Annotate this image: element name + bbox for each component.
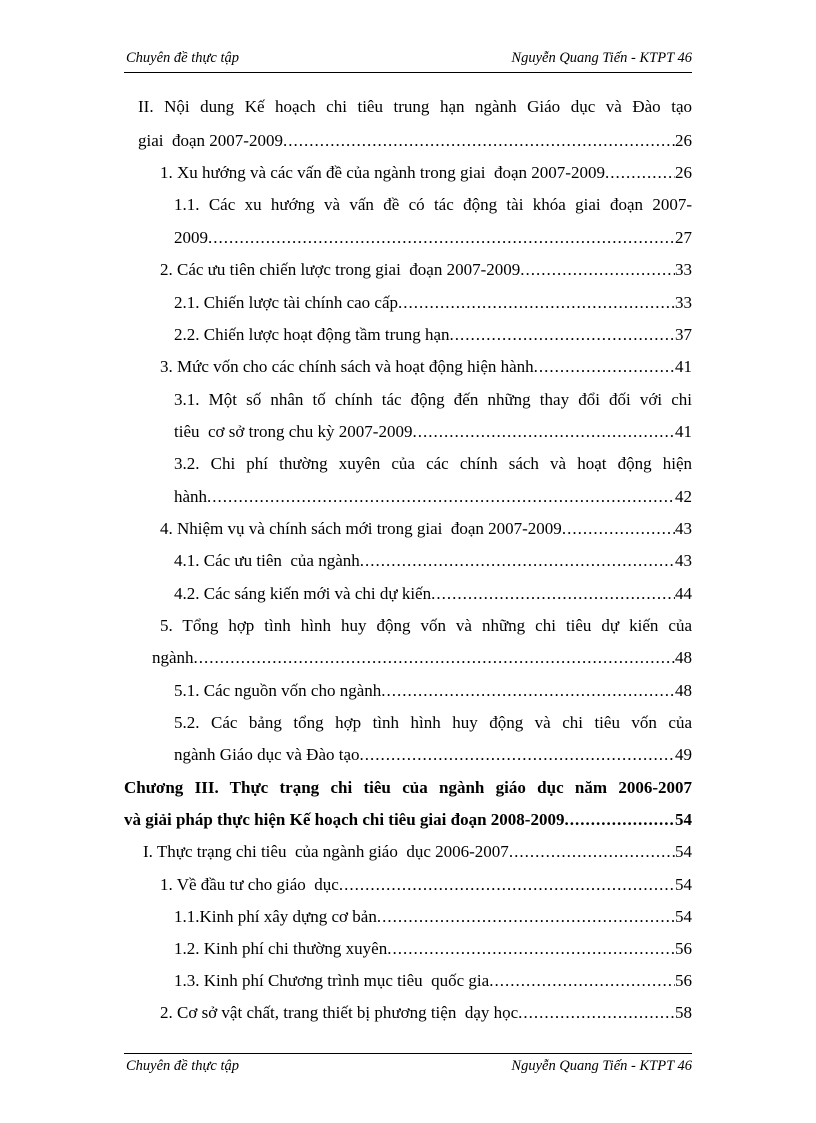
- toc-entry-text: ngành Giáo dục và Đào tạo: [174, 745, 360, 764]
- toc-entry-ii: [138, 126, 692, 156]
- toc-page-number: 48: [675, 681, 692, 700]
- toc-entry-text: 2. Cơ sở vật chất, trang thiết bị phương tiện dạy học: [160, 1003, 519, 1022]
- footer-rule: [124, 1053, 692, 1054]
- toc-page-number: 54: [675, 810, 692, 829]
- footer-author: Nguyễn Quang Tiến - KTPT 46: [511, 1058, 692, 1074]
- toc-page-number: 48: [675, 648, 692, 667]
- toc-entry-text: 4.2. Các sáng kiến mới và chi dự kiến: [174, 584, 432, 603]
- toc-entry-3-2-line1: 3.2. Chi phí thường xuyên của các chính sách và hoạt động hiện: [174, 454, 692, 473]
- toc-page-number: 41: [675, 357, 692, 376]
- toc-chapter-iii: [124, 805, 692, 835]
- toc-entry-text: và giải pháp thực hiện Kế hoạch chi tiêu giai đoạn 2008-2009: [124, 810, 565, 829]
- toc-entry-text: 4.1. Các ưu tiên của ngành: [174, 551, 360, 570]
- toc-entry-1-1: [174, 223, 692, 253]
- toc-entry-text: 1.3. Kinh phí Chương trình mục tiêu quốc gia: [174, 971, 490, 990]
- toc-entry-4-2: [174, 579, 692, 609]
- toc-page-number: 26: [675, 163, 692, 182]
- toc-entry-1-1-line1: 1.1. Các xu hướng và vấn đề có tác động tài khóa giai đoạn 2007-: [174, 195, 692, 214]
- toc-page-number: 42: [675, 487, 692, 506]
- toc-entry-5-2: [174, 740, 692, 770]
- toc-entry-i: [143, 837, 692, 867]
- toc-page-number: 54: [675, 907, 692, 926]
- toc-page-number: 41: [675, 422, 692, 441]
- page-header: [124, 50, 692, 70]
- toc-entry-3-1-line1: 3.1. Một số nhân tố chính tác động đến những thay đổi đối với chi: [174, 390, 692, 409]
- toc-entry-text: 3. Mức vốn cho các chính sách và hoạt động hiện hành: [160, 357, 534, 376]
- toc-chapter-iii-line1: Chương III. Thực trạng chi tiêu của ngành giáo dục năm 2006-2007: [124, 778, 692, 797]
- toc-entry-text: tiêu cơ sở trong chu kỳ 2007-2009: [174, 422, 413, 441]
- header-author: Nguyễn Quang Tiến - KTPT 46: [511, 50, 692, 66]
- toc-page-number: 27: [675, 228, 692, 247]
- toc-page-number: 54: [675, 875, 692, 894]
- header-rule: [124, 72, 692, 73]
- toc-page-number: 43: [675, 551, 692, 570]
- toc-entry-2-1: [174, 288, 692, 318]
- toc-entry-text: 2. Các ưu tiên chiến lược trong giai đoạn 2007-2009: [160, 260, 521, 279]
- footer-doc-title: Chuyên đề thực tập: [126, 1058, 240, 1074]
- toc-entry-3-1: [174, 417, 692, 447]
- toc-entry-i-1-3: [174, 966, 692, 996]
- toc-entry-text: 2.1. Chiến lược tài chính cao cấp: [174, 293, 399, 312]
- toc-page-number: 56: [675, 939, 692, 958]
- toc-entry-text: 1. Về đầu tư cho giáo dục: [160, 875, 339, 894]
- toc-page-number: 56: [675, 971, 692, 990]
- toc-page-number: 44: [675, 584, 692, 603]
- page-footer: [124, 1058, 692, 1078]
- toc-page-number: 33: [675, 260, 692, 279]
- toc-entry-5-2-line1: 5.2. Các bảng tổng hợp tình hình huy động và chi tiêu vốn của: [174, 713, 692, 732]
- toc-entry-text: 1.1.Kinh phí xây dựng cơ bản: [174, 907, 377, 926]
- toc-entry-5-line1: 5. Tổng hợp tình hình huy động vốn và những chi tiêu dự kiến của: [160, 616, 692, 635]
- toc-entry-i-1: [160, 870, 692, 900]
- toc-entry-text: I. Thực trạng chi tiêu của ngành giáo dục 2006-2007: [143, 842, 509, 861]
- toc-entry-text: giai đoạn 2007-2009: [138, 131, 283, 150]
- toc-entry-5-1: [174, 676, 692, 706]
- toc-entry-4-1: [174, 546, 692, 576]
- toc-page-number: 43: [675, 519, 692, 538]
- toc-entry-3-2: [174, 482, 692, 512]
- toc-entry-i-1-1: [174, 902, 692, 932]
- toc-entry-5: [152, 643, 692, 673]
- toc-entry-text: 2009: [174, 228, 208, 247]
- toc-entry-i-1-2: [174, 934, 692, 964]
- toc-entry-text: ngành: [152, 648, 194, 667]
- toc-entry-text: hành: [174, 487, 208, 506]
- toc-entry-2-2: [174, 320, 692, 350]
- header-doc-title: Chuyên đề thực tập: [126, 50, 240, 66]
- toc-entry-text: 2.2. Chiến lược hoạt động tầm trung hạn: [174, 325, 450, 344]
- toc-entry-text: 5.1. Các nguồn vốn cho ngành: [174, 681, 382, 700]
- toc-page-number: 37: [675, 325, 692, 344]
- toc-entry-1: [160, 158, 692, 188]
- toc-entry-ii-line1: II. Nội dung Kế hoạch chi tiêu trung hạn ngành Giáo dục và Đào tạo: [138, 97, 692, 116]
- toc-entry-3: [160, 352, 692, 382]
- toc-entry-text: 4. Nhiệm vụ và chính sách mới trong giai đoạn 2007-2009: [160, 519, 562, 538]
- toc-entry-i-2: [160, 998, 692, 1028]
- toc-page-number: 49: [675, 745, 692, 764]
- toc-entry-4: [160, 514, 692, 544]
- toc-entry-2: [160, 255, 692, 285]
- toc-entry-text: 1.2. Kinh phí chi thường xuyên: [174, 939, 388, 958]
- toc-page-number: 33: [675, 293, 692, 312]
- toc-page-number: 26: [675, 131, 692, 150]
- toc-page-number: 58: [675, 1003, 692, 1022]
- toc-page-number: 54: [675, 842, 692, 861]
- toc-entry-text: 1. Xu hướng và các vấn đề của ngành trong giai đoạn 2007-2009: [160, 163, 605, 182]
